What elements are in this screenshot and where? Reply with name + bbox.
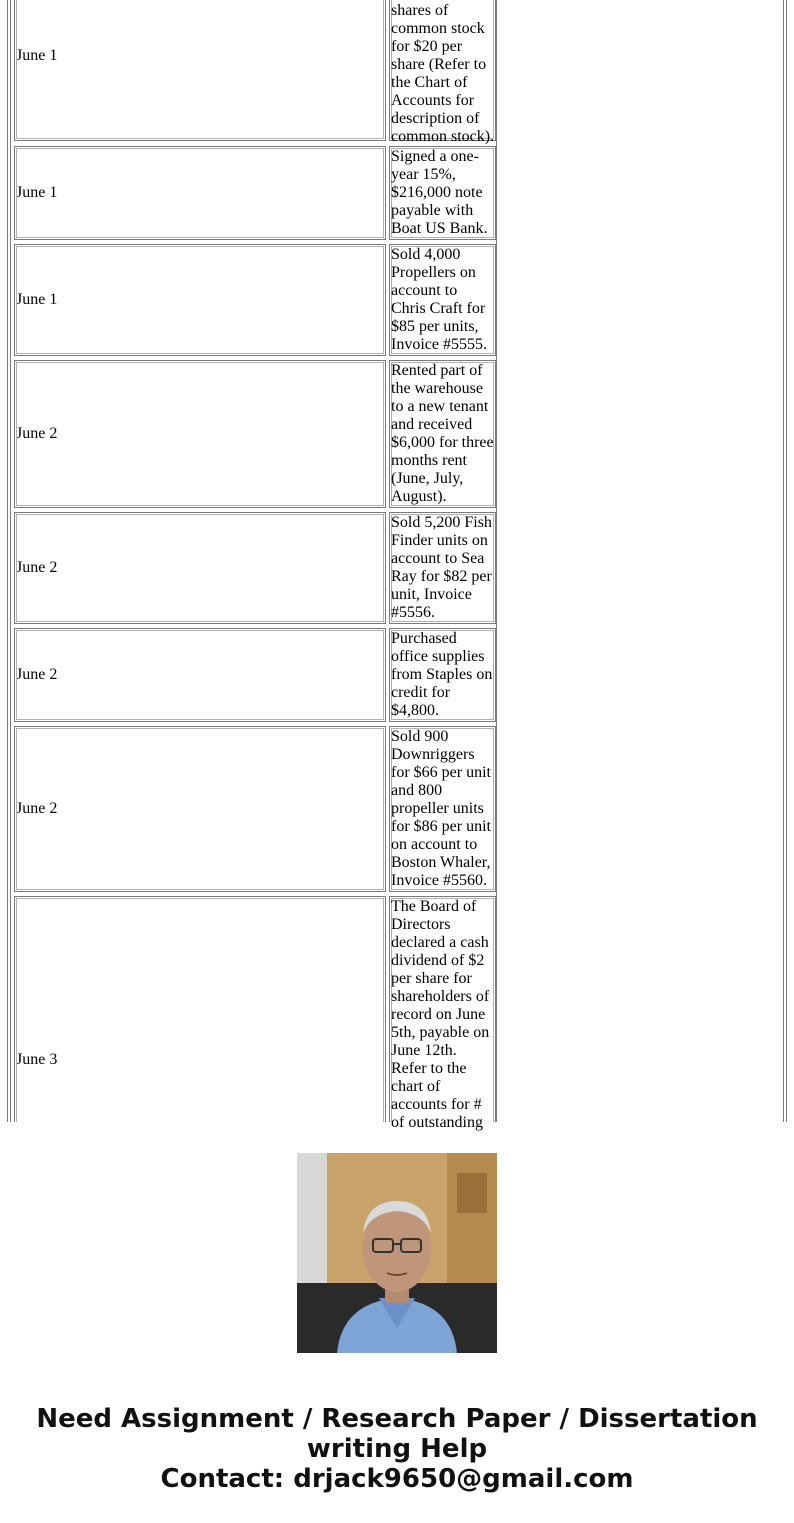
date-cell — [14, 0, 386, 141]
date-cell — [14, 512, 386, 624]
promo-line-2: writing Help — [306, 1434, 488, 1464]
table-row — [14, 628, 496, 722]
table-row — [14, 512, 496, 624]
promo-message — [0, 1404, 794, 1494]
description-cell — [389, 0, 496, 145]
date-text: June 2 — [16, 425, 58, 442]
description-text: Sold 4,000 Propellers on account to Chris Craft for $85 per units, Invoice #5555. — [391, 246, 487, 353]
description-cell — [389, 244, 496, 356]
promo-section — [0, 1122, 794, 1523]
description-text: Purchased office supplies from Staples on credit for $4,800. — [391, 630, 493, 719]
description-text: Sold 900 Downriggers for $66 per unit and 800 propeller units for $86 per unit on account to Boston Whaler, Invoice #5560. — [391, 728, 491, 889]
table-row — [14, 360, 496, 508]
date-text: June 2 — [16, 559, 58, 576]
description-text: Rented part of the warehouse to a new tenant and received $6,000 for three months rent (June, July, August). — [391, 362, 494, 505]
description-cell — [389, 146, 496, 240]
description-cell — [389, 360, 496, 508]
date-cell — [14, 146, 386, 240]
author-portrait-image — [297, 1153, 497, 1353]
date-text: June 1 — [16, 291, 58, 308]
promo-contact: Contact: drjack9650@gmail.com — [160, 1464, 634, 1494]
table-row — [14, 0, 496, 145]
description-cell — [389, 512, 496, 624]
date-text: June 2 — [16, 800, 58, 817]
table-row — [14, 244, 496, 356]
description-text: Signed a one-year 15%, $216,000 note payable with Boat US Bank. — [391, 148, 488, 237]
date-cell — [14, 726, 386, 892]
date-cell — [14, 244, 386, 356]
description-cell — [389, 726, 496, 892]
table-row — [14, 146, 496, 240]
date-text: June 2 — [16, 666, 58, 683]
description-text: The Board of Directors declared a cash dividend of $2 per share for shareholders of record on June 5th, payable on June 12th. Refer to the chart of accounts for # of outstanding — [391, 898, 490, 1131]
date-cell — [14, 360, 386, 508]
description-cell — [389, 628, 496, 722]
author-avatar — [297, 1153, 497, 1353]
table-row — [14, 726, 496, 892]
promo-line-1: Need Assignment / Research Paper / Dissertation — [36, 1404, 758, 1434]
inner-table-edge — [496, 0, 497, 1270]
date-cell — [14, 628, 386, 722]
date-text: June 3 — [16, 1051, 58, 1068]
date-text: June 1 — [16, 46, 58, 64]
date-text: June 1 — [16, 184, 58, 201]
description-text: Sold 5,200 Fish Finder units on account to Sea Ray for $82 per unit, Invoice #5556. — [391, 514, 492, 621]
description-text: shares of common stock for $20 per share (Refer to the Chart of Accounts for description of common stock). — [391, 2, 495, 145]
